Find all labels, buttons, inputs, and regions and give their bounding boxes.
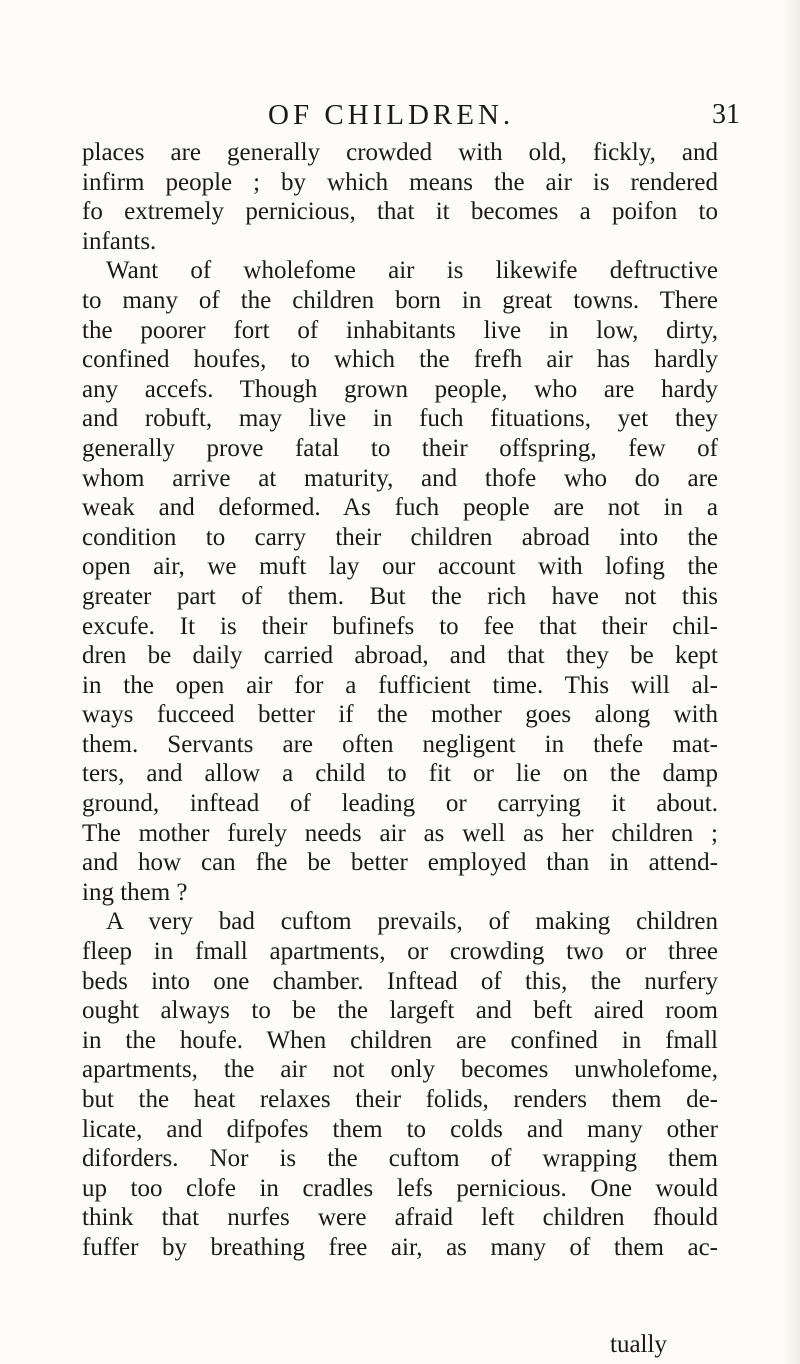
- text-line: to many of the children born in great towns. There: [82, 286, 718, 314]
- body-text: [82, 138, 718, 1263]
- text-line: confined houfes, to which the frefh air has hardly: [82, 346, 718, 374]
- text-line: A very bad cuftom prevails, of making children: [106, 908, 718, 936]
- text-line: but the heat relaxes their folids, renders them de-: [82, 1086, 718, 1113]
- running-head: [0, 95, 800, 135]
- text-line: beds into one chamber. Inftead of this, the nurfery: [82, 967, 718, 995]
- text-line: excufe. It is their bufinefs to fee that their chil-: [82, 612, 718, 640]
- paragraph-wholesome-air: [82, 256, 718, 907]
- text-line: ters, and allow a child to fit or lie on the damp: [82, 760, 718, 788]
- text-line: generally prove fatal to their offspring, few of: [82, 434, 718, 462]
- text-line: ways fucceed better if the mother goes along with: [82, 701, 718, 729]
- text-line: apartments, the air not only becomes unwholefome,: [82, 1056, 718, 1084]
- running-title: OF CHILDREN.: [268, 99, 515, 131]
- text-line: diforders. Nor is the cuftom of wrapping them: [82, 1145, 718, 1173]
- paragraph-bad-custom: [82, 907, 718, 1262]
- text-line: in the houfe. When children are confined in fmall: [82, 1026, 718, 1054]
- text-line: open air, we muft lay our account with lofing the: [82, 553, 718, 581]
- paragraph-continued: [82, 138, 718, 256]
- page-edge-shadow: [782, 0, 800, 1364]
- text-line: infirm people ; by which means the air is rendered: [82, 168, 718, 196]
- text-line: fleep in fmall apartments, or crowding two or three: [82, 938, 718, 966]
- text-line: weak and deformed. As fuch people are not in a: [82, 494, 718, 522]
- text-line: fuffer by breathing free air, as many of them ac-: [82, 1233, 718, 1261]
- text-line: them. Servants are often negligent in thefe mat-: [82, 730, 718, 758]
- text-line: Want of wholefome air is likewife deftructive: [106, 257, 718, 285]
- text-line: The mother furely needs air as well as her children ;: [82, 819, 718, 847]
- page-number: 31: [712, 99, 740, 130]
- text-line: the poorer fort of inhabitants live in low, dirty,: [82, 316, 718, 344]
- text-line: places are generally crowded with old, fickly, and: [82, 139, 718, 166]
- text-line: greater part of them. But the rich have not this: [82, 582, 718, 610]
- text-line: condition to carry their children abroad into the: [82, 523, 718, 551]
- text-line: in the open air for a fufficient time. This will al-: [82, 671, 718, 699]
- text-line: think that nurfes were afraid left children fhould: [82, 1204, 718, 1232]
- text-line: and robuft, may live in fuch fituations, yet they: [82, 405, 718, 433]
- text-line: any accefs. Though grown people, who are hardy: [82, 375, 718, 403]
- text-line: ing them ?: [82, 878, 188, 906]
- text-line: whom arrive at maturity, and thofe who do are: [82, 464, 718, 492]
- text-line: fo extremely pernicious, that it becomes a poifon to: [82, 198, 718, 226]
- catchword: tually: [610, 1331, 667, 1358]
- text-line: and how can fhe be better employed than in attend-: [82, 849, 718, 877]
- text-line: up too clofe in cradles lefs pernicious. One would: [82, 1174, 718, 1202]
- text-line: licate, and difpofes them to colds and many other: [82, 1115, 718, 1143]
- text-line: ought always to be the largeft and beft aired room: [82, 997, 718, 1025]
- text-line: ground, inftead of leading or carrying it about.: [82, 790, 718, 818]
- text-line: dren be daily carried abroad, and that they be kept: [82, 642, 718, 670]
- text-line: infants.: [82, 227, 157, 255]
